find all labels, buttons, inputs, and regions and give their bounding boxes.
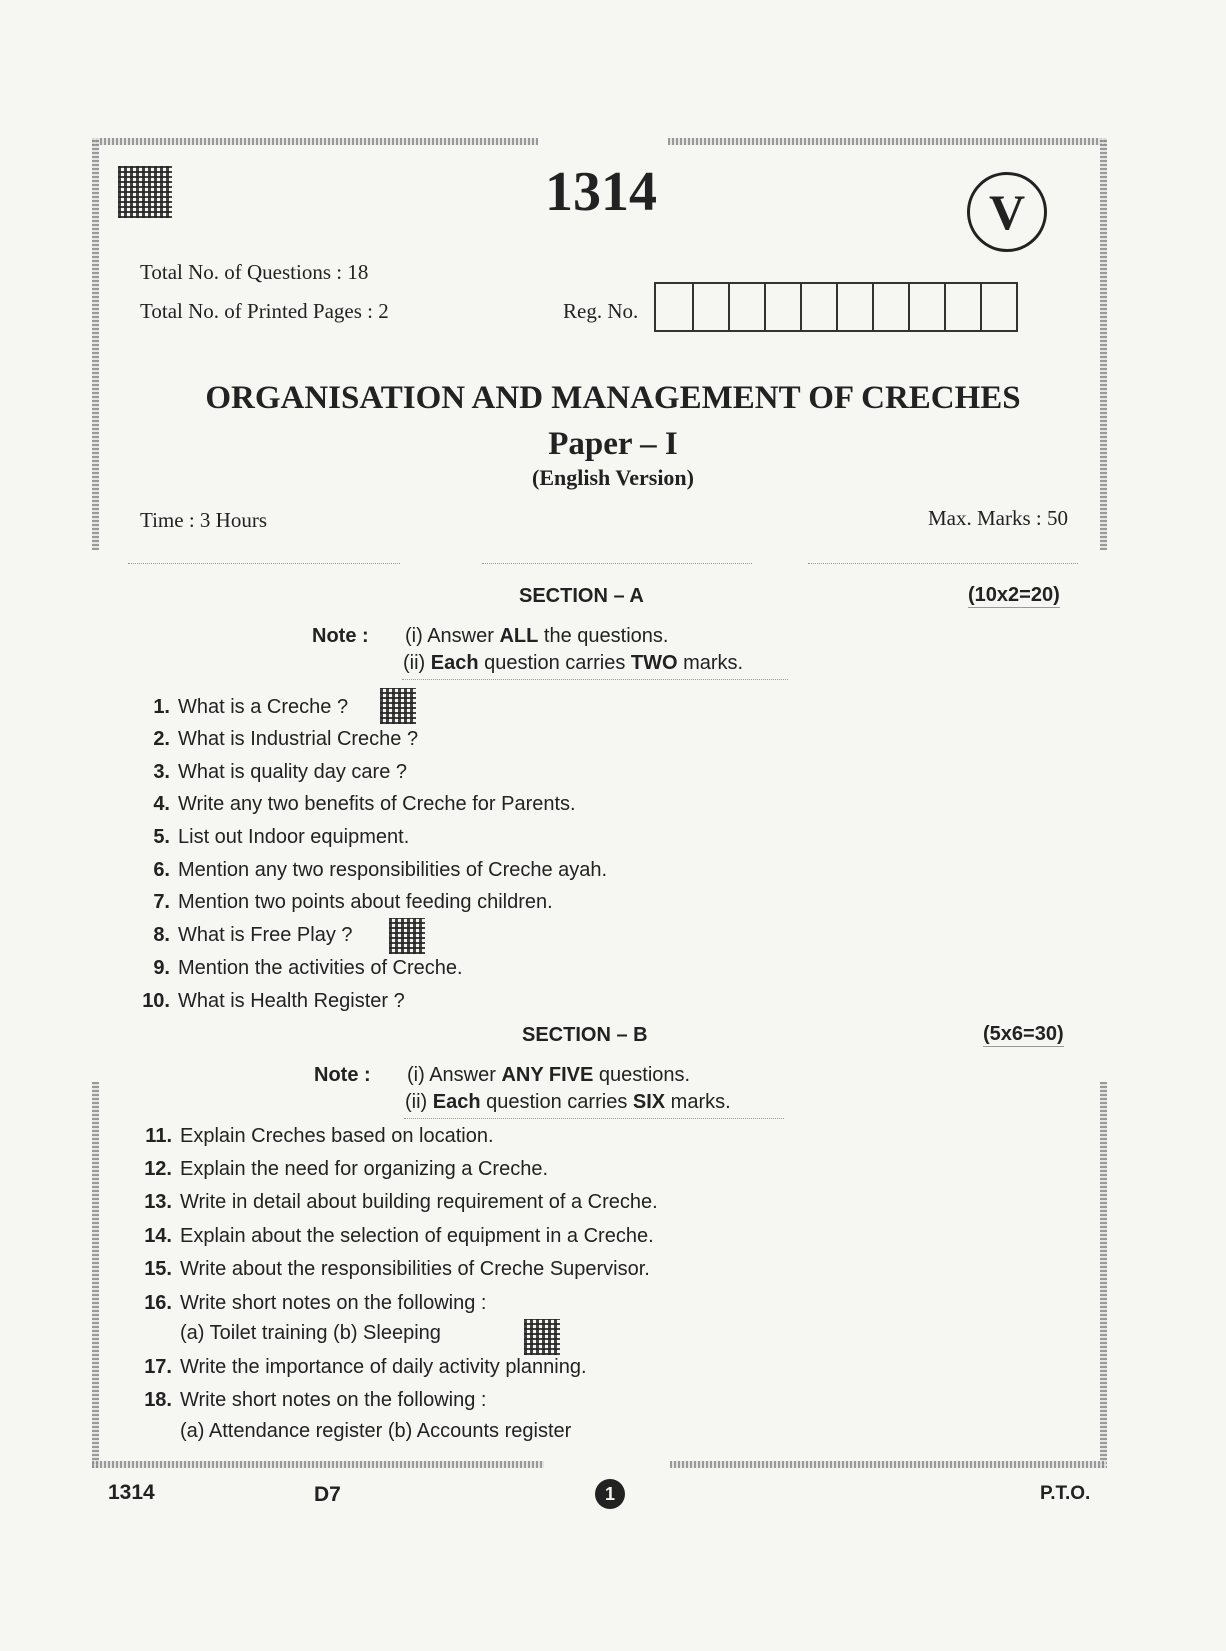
qr-code-icon <box>389 918 425 954</box>
question-item <box>132 1191 658 1214</box>
question-item <box>132 1125 494 1148</box>
section-a-note-label: Note : <box>312 625 369 647</box>
top-border-left <box>92 138 538 145</box>
question-text: Mention the activities of Creche. <box>178 957 463 979</box>
question-number: 1. <box>153 696 170 718</box>
question-item <box>130 957 463 980</box>
paper-number: Paper – I <box>548 426 678 462</box>
reg-box-cell[interactable] <box>836 284 872 330</box>
question-item <box>130 924 353 947</box>
question-text: Explain the need for organizing a Creche. <box>180 1158 549 1180</box>
question-number: 17. <box>144 1356 172 1378</box>
note-emphasis: Each <box>430 652 479 674</box>
reg-box-cell[interactable] <box>908 284 944 330</box>
question-number: 9. <box>153 957 170 979</box>
note-text: questions. <box>593 1064 691 1086</box>
footer-paper-code: 1314 <box>108 1481 155 1504</box>
question-number: 14. <box>144 1225 172 1247</box>
note-text: (i) Answer <box>405 625 500 647</box>
section-a-note-1 <box>405 625 668 648</box>
section-a-marks: (10x2=20) <box>968 584 1060 606</box>
note-text: (ii) <box>405 1091 433 1113</box>
right-border-bottom <box>1100 1082 1107 1468</box>
question-item <box>130 728 418 751</box>
question-item <box>132 1292 486 1315</box>
total-pages: Total No. of Printed Pages : 2 <box>140 299 389 323</box>
divider <box>808 563 1078 564</box>
time-label: Time : 3 Hours <box>140 508 267 532</box>
version-mark: V <box>967 172 1047 252</box>
datamatrix-code-icon <box>118 166 172 218</box>
question-item <box>130 990 405 1013</box>
question-number: 12. <box>144 1158 172 1180</box>
question-text: Explain Creches based on location. <box>180 1125 494 1147</box>
question-item <box>130 891 553 914</box>
question-number: 18. <box>144 1389 172 1411</box>
question-number: 7. <box>153 891 170 913</box>
qr-code-icon <box>380 688 416 724</box>
top-border-right <box>668 138 1106 145</box>
question-text: Mention any two responsibilities of Creche ayah. <box>178 859 608 881</box>
note-emphasis: ANY FIVE <box>501 1064 594 1086</box>
question-text: Mention two points about feeding children. <box>178 891 553 913</box>
question-text: What is Health Register ? <box>178 990 405 1012</box>
question-number: 3. <box>153 761 170 783</box>
left-border-bottom <box>92 1082 99 1468</box>
question-item <box>130 826 409 849</box>
question-item <box>130 793 576 816</box>
question-text: Write about the responsibilities of Creche Supervisor. <box>180 1258 650 1280</box>
question-item <box>130 696 348 719</box>
question-number: 2. <box>153 728 170 750</box>
question-number: 10. <box>142 990 170 1012</box>
question-number: 13. <box>144 1191 172 1213</box>
note-text: (i) Answer <box>407 1064 502 1086</box>
question-item <box>132 1356 587 1379</box>
question-text: List out Indoor equipment. <box>178 826 410 848</box>
note-emphasis: SIX <box>632 1091 666 1113</box>
question-text: What is quality day care ? <box>178 761 407 783</box>
question-text: Write short notes on the following : <box>180 1292 487 1314</box>
qr-code-icon <box>524 1319 560 1355</box>
question-item <box>132 1158 548 1181</box>
paper-code: 1314 <box>545 161 657 223</box>
bottom-border-right <box>670 1461 1106 1468</box>
version-label: (English Version) <box>532 465 694 490</box>
reg-no-boxes[interactable] <box>654 282 1018 332</box>
divider <box>482 563 752 564</box>
question-subparts: (a) Toilet training (b) Sleeping <box>180 1322 441 1344</box>
section-a-heading: SECTION – A <box>519 585 644 607</box>
section-b-heading: SECTION – B <box>522 1024 648 1046</box>
reg-box-cell[interactable] <box>872 284 908 330</box>
note-text: marks. <box>677 652 744 674</box>
total-questions: Total No. of Questions : 18 <box>140 260 369 284</box>
question-number: 15. <box>144 1258 172 1280</box>
footer-pto: P.T.O. <box>1040 1483 1091 1504</box>
divider <box>402 679 788 680</box>
question-number: 5. <box>153 826 170 848</box>
question-text: Explain about the selection of equipment in a Creche. <box>180 1225 654 1247</box>
question-number: 11. <box>145 1125 172 1147</box>
question-text: Write any two benefits of Creche for Parents. <box>178 793 576 815</box>
max-marks-label: Max. Marks : 50 <box>928 506 1068 530</box>
question-sub-item <box>132 1420 571 1443</box>
reg-box-cell[interactable] <box>764 284 800 330</box>
reg-box-cell[interactable] <box>800 284 836 330</box>
question-item <box>130 761 407 784</box>
section-a-note-2 <box>403 652 743 675</box>
question-number: 16. <box>144 1292 172 1314</box>
note-text: question carries <box>480 1091 633 1113</box>
divider <box>404 1118 784 1119</box>
question-text: What is a Creche ? <box>178 696 349 718</box>
question-item <box>132 1389 486 1412</box>
reg-box-cell[interactable] <box>980 284 1016 330</box>
question-text: Write short notes on the following : <box>180 1389 487 1411</box>
question-number: 6. <box>153 859 170 881</box>
reg-box-cell[interactable] <box>728 284 764 330</box>
note-text: (ii) <box>403 652 431 674</box>
bottom-border-left <box>92 1461 544 1468</box>
note-emphasis: Each <box>432 1091 481 1113</box>
question-item <box>132 1258 650 1281</box>
note-text: marks. <box>665 1091 731 1113</box>
section-b-note-label: Note : <box>314 1064 371 1086</box>
question-number: 8. <box>153 924 170 946</box>
note-text: question carries <box>478 652 631 674</box>
question-subparts: (a) Attendance register (b) Accounts register <box>180 1420 572 1442</box>
reg-box-cell[interactable] <box>656 284 692 330</box>
section-b-note-2 <box>405 1091 731 1114</box>
question-sub-item <box>132 1322 441 1345</box>
question-text: Write the importance of daily activity planning. <box>180 1356 587 1378</box>
reg-box-cell[interactable] <box>944 284 980 330</box>
reg-box-cell[interactable] <box>692 284 728 330</box>
page-number-badge: 1 <box>595 1479 625 1509</box>
question-number: 4. <box>153 793 170 815</box>
note-text: the questions. <box>538 625 669 647</box>
section-b-marks: (5x6=30) <box>983 1023 1064 1045</box>
question-item <box>132 1225 654 1248</box>
question-item <box>130 859 607 882</box>
divider <box>128 563 400 564</box>
question-text: Write in detail about building requirement of a Creche. <box>180 1191 658 1213</box>
reg-no-label: Reg. No. <box>563 299 639 323</box>
question-text: What is Free Play ? <box>178 924 353 946</box>
section-b-note-1 <box>407 1064 690 1087</box>
subject-title: ORGANISATION AND MANAGEMENT OF CRECHES <box>205 380 1021 416</box>
footer-series: D7 <box>314 1483 341 1506</box>
note-emphasis: ALL <box>499 625 539 647</box>
note-emphasis: TWO <box>630 652 678 674</box>
question-text: What is Industrial Creche ? <box>178 728 419 750</box>
